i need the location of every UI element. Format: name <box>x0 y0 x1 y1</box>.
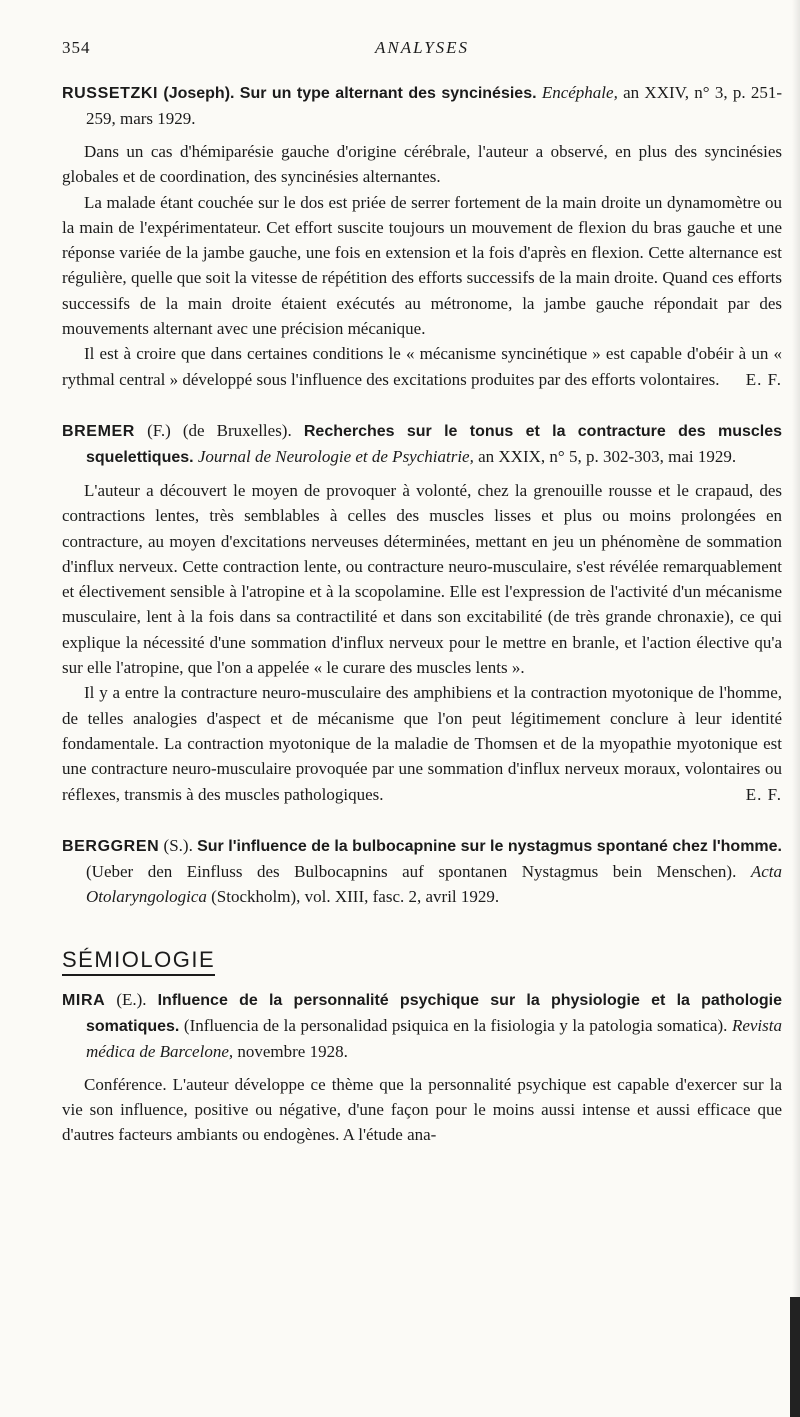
citation-details: an XXIX, n° 5, p. 302-303, mai 1929. <box>478 446 737 466</box>
author-name: RUSSETZKI <box>62 85 159 102</box>
reviewer-signature: E. F. <box>745 784 782 804</box>
citation-details: an XXIV, n° 3, p. 251-259, mars 1929. <box>86 83 783 128</box>
abstract-entry-mira <box>62 987 782 1148</box>
abstract-body <box>62 1072 782 1148</box>
journal-name: Revista médica de Barcelone, <box>86 1015 782 1061</box>
abstract-body <box>62 139 782 392</box>
author-name: BREMER <box>62 422 135 440</box>
page <box>62 34 782 1148</box>
section-heading <box>62 947 782 973</box>
journal-name: Journal de Neurologie et de Psychiatrie, <box>197 446 474 466</box>
abstract-entry-bremer <box>62 418 782 807</box>
abstract-paragraph: Il y a entre la contracture neuro-musculaire des amphibiens et la contraction myotonique de l'homme, de telles analogies d'aspect et de mécanisme que l'on peut légitimement conclure à leur identité fondamentale. La contraction myotonique de la maladie de Thomsen et de la myopathie myotonique est une contracture neuro-musculaire provoquée par une sommation d'influx nerveux moraux, volontaires ou réflexes, transmis à des muscles pathologiques. <box>62 683 782 804</box>
page-edge-shadow <box>792 0 800 1417</box>
citation <box>62 418 782 470</box>
article-title: Sur l'influence de la bulbocapnine sur le nystagmus spontané chez l'homme. <box>197 837 782 855</box>
author-given: (F.) (de Bruxelles). <box>147 420 292 440</box>
author-given: (S.). <box>163 835 193 855</box>
abstract-paragraph: Dans un cas d'hémiparésie gauche d'origine cérébrale, l'auteur a observé, en plus des syncinésies globales et de coordination, des syncinésies alternantes. <box>62 142 782 187</box>
abstract-paragraph: Conférence. L'auteur développe ce thème que la personnalité psychique est capable d'exercer sur la vie son influence, positive ou négative, d'une façon pour le moins aussi intense et aussi efficace que d'autres facteurs ambiants ou endogènes. A l'étude ana- <box>62 1074 782 1145</box>
binding-edge-mark <box>790 1297 800 1417</box>
page-number: 354 <box>62 38 91 57</box>
author-given: (E.). <box>116 989 147 1009</box>
citation <box>62 987 782 1064</box>
article-title: Recherches sur le tonus et la contracture des muscles squelettiques. <box>86 422 783 466</box>
abstract-body <box>62 478 782 807</box>
abstract-paragraph: La malade étant couchée sur le dos est priée de serrer fortement de la main droite un dynamomètre ou la main de l'expérimentateur. Cet effort suscite toujours un mouvement de flexion du bras gauche et une réponse variée de la jambe gauche, une fois en extension et la fois d'après en flexion. Cette alternance est régulière, quelle que soit la vitesse de répétition des efforts successifs de la main droite. Quand ces efforts successifs de la main droite étaient exécutés au métronome, la jambe gauche répondait par des mouvements alternant avec une précision mécanique. <box>62 192 782 339</box>
article-title: Influence de la personnalité psychique sur la physiologie et la pathologie somatiques. <box>86 991 783 1035</box>
reviewer-signature: E. F. <box>745 369 782 389</box>
original-title: (Ueber den Einfluss des Bulbocapnins auf spontanen Nystagmus bein Menschen). <box>86 861 737 881</box>
abstract-entry-berggren <box>62 833 782 909</box>
citation <box>62 833 782 909</box>
author-given: (Joseph). <box>163 85 235 102</box>
abstract-entry-russetzki <box>62 80 782 392</box>
running-head <box>62 34 782 60</box>
journal-name: Encéphale, <box>541 83 618 102</box>
author-name: BERGGREN <box>62 837 160 855</box>
abstract-paragraph: L'auteur a découvert le moyen de provoquer à volonté, chez la grenouille rousse et le crapaud, des contractions lentes, très semblables à celles des muscles lisses et plus ou moins prolongées en contracture, au moyen d'excitations nerveuses déterminées, mettant en jeu un phénomène de sommation d'influx nerveux. Cette contraction lente, ou contracture neuro-musculaire, s'est révélée remarquablement et électivement sensible à l'atropine et à la scopolamine. Elle est l'expression de l'activité d'un mécanisme musculaire, lent à la fois dans sa contractilité et dans son excitabilité (de très grande chronaxie), ce qui explique la nécessité d'une sommation d'influx nerveux pour le mettre en branle, et l'action élective qu'a sur elle l'atropine, que l'on a appelée « le curare des muscles lents ». <box>62 480 782 678</box>
journal-name: Acta Otolaryngologica <box>86 861 783 906</box>
article-title: Sur un type alternant des syncinésies. <box>239 85 537 102</box>
abstract-paragraph: Il est à croire que dans certaines conditions le « mécanisme syncinétique » est capable d'obéir à un « rythmal central » développé sous l'influence des excitations produites par des efforts volontaires. <box>62 344 782 389</box>
section-heading-text: SÉMIOLOGIE <box>62 947 215 976</box>
author-name: MIRA <box>62 991 106 1009</box>
running-title: ANALYSES <box>374 38 470 57</box>
citation-details: novembre 1928. <box>237 1041 348 1061</box>
citation-details: (Stockholm), vol. XIII, fasc. 2, avril 1929. <box>211 886 500 906</box>
citation <box>62 80 782 131</box>
original-title: (Influencia de la personalidad psiquica en la fisiologia y la patologia somatica). <box>183 1015 728 1035</box>
